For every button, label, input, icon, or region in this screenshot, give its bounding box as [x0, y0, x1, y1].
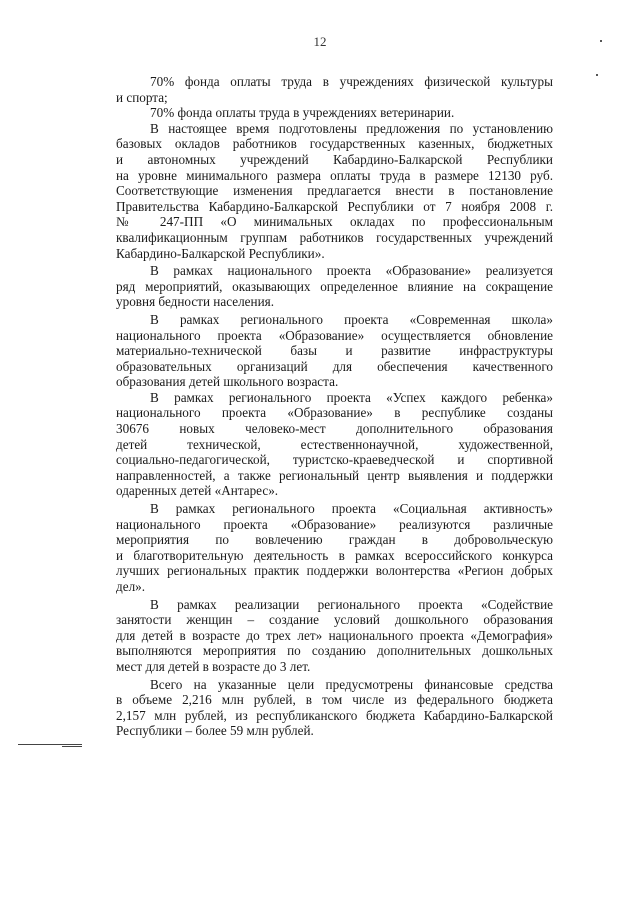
paragraph-line: Правительства Кабардино-Балкарской Республики от 7 ноября 2008 г.: [116, 198, 553, 214]
paragraph-line: В рамках реализации регионального проекта «Содействие: [150, 596, 553, 612]
paragraph-line: 70% фонда оплаты труда в учреждениях физической культуры: [150, 74, 553, 89]
paragraph-2: [116, 105, 553, 121]
paragraph-line: В рамках регионального проекта «Современная школа»: [150, 311, 553, 327]
paragraph-line: базовых окладов работников государственных казенных, бюджетных: [116, 136, 553, 152]
paragraph-line: детей технической, естественнонаучной, художественной,: [116, 436, 553, 452]
paragraph-line: направленностей, а также региональный центр выявления и поддержки: [116, 467, 553, 483]
paragraph-line: образования детей школьного возраста.: [116, 374, 339, 390]
paragraph-7: [116, 501, 553, 595]
paragraph-line: национального проекта «Образование» в республике созданы: [116, 405, 553, 421]
paragraph-line: мест для детей в возрасте до 3 лет.: [116, 658, 311, 674]
margin-mark: [18, 744, 82, 745]
paragraph-line: 30676 новых человеко-мест дополнительного образования: [116, 421, 553, 437]
paragraph-line: дел».: [116, 579, 146, 594]
paragraph-line: на уровне минимального размера оплаты труда в размере 12130 руб.: [116, 167, 553, 183]
paragraph-line: лучших региональных практик поддержки волонтерства «Регион добрых: [116, 563, 553, 579]
paragraph-line: и спорта;: [116, 89, 168, 105]
paragraph-line: в объеме 2,216 млн рублей, в том числе из федерального бюджета: [116, 692, 553, 708]
paragraph-line: 2,157 млн рублей, из республиканского бюджета Кабардино-Балкарской: [116, 707, 553, 723]
paragraph-line: и благотворительную деятельность в рамках всероссийского конкурса: [116, 547, 553, 563]
paragraph-line: № 247-ПП «О минимальных окладах по профессиональным: [116, 214, 553, 230]
paragraph-3: [116, 121, 553, 261]
paragraph-line: 70% фонда оплаты труда в учреждениях ветеринарии.: [150, 105, 455, 121]
paragraph-line: материально-технической базы и развитие инфраструктуры: [116, 343, 553, 359]
paragraph-line: Соответствующие изменения предлагается внести в постановление: [116, 183, 553, 199]
paragraph-1: [116, 74, 553, 105]
paragraph-line: мероприятия по вовлечению граждан в добровольческую: [116, 532, 553, 548]
paragraph-line: национального проекта «Образование» осуществляется обновление: [116, 327, 553, 343]
scan-speck: [596, 74, 598, 76]
paragraph-6: [116, 390, 553, 499]
paragraph-4: [116, 263, 553, 310]
paragraph-line: В рамках регионального проекта «Социальная активность»: [150, 501, 553, 517]
paragraph-line: ряд мероприятий, оказывающих определенное влияние на сокращение: [116, 278, 553, 294]
page-number: 12: [313, 34, 327, 49]
paragraph-line: национального проекта «Образование» реализуются различные: [116, 516, 553, 532]
paragraph-line: образовательных организаций для обеспечения качественного: [116, 358, 553, 374]
document-body: [116, 74, 553, 739]
paragraph-line: одаренных детей «Антарес».: [116, 483, 279, 499]
paragraph-line: выполняются мероприятия по созданию дополнительных дошкольных: [116, 643, 553, 659]
paragraph-line: Кабардино-Балкарской Республики».: [116, 245, 325, 261]
paragraph-line: для детей в возрасте до трех лет» национального проекта «Демография»: [116, 627, 553, 643]
paragraph-8: [116, 597, 553, 675]
paragraph-9: [116, 677, 553, 739]
paragraph-line: квалификационным группам работников государственных учреждений: [116, 229, 553, 245]
paragraph-line: Всего на указанные цели предусмотрены финансовые средства: [150, 676, 553, 692]
paragraph-line: Республики – более 59 млн рублей.: [116, 723, 314, 739]
paragraph-line: и автономных учреждений Кабардино-Балкарской Республики: [116, 151, 553, 167]
paragraph-line: уровня бедности населения.: [116, 294, 274, 310]
paragraph-line: занятости женщин – создание условий дошкольного образования: [116, 612, 553, 628]
paragraph-line: В настоящее время подготовлены предложения по установлению: [150, 120, 553, 136]
paragraph-line: В рамках национального проекта «Образование» реализуется: [150, 263, 553, 279]
paragraph-5: [116, 312, 553, 390]
paragraph-line: социально-педагогической, туристско-краеведческой и спортивной: [116, 452, 553, 468]
scan-speck: [600, 40, 602, 42]
paragraph-line: В рамках регионального проекта «Успех каждого ребенка»: [150, 389, 553, 405]
margin-mark: [62, 746, 82, 747]
